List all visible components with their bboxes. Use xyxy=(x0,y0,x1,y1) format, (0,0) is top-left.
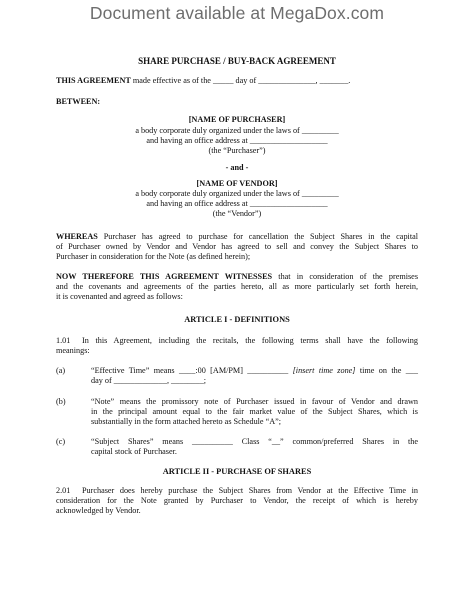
whereas-text: Purchaser has agreed to purchase for cancellation the Subject Shares in the capital xyxy=(97,232,418,241)
witnesses-text: that in consideration of the premises xyxy=(272,272,419,281)
section-1-01-line-2: meanings: xyxy=(56,346,90,355)
definition-b-label: (b) xyxy=(56,397,66,406)
section-1-01-line-1: In this Agreement, including the recitals, the following terms shall have the following xyxy=(82,336,418,345)
definition-a-text-end: time on the ___ xyxy=(355,366,418,375)
whereas-bold: WHEREAS xyxy=(56,232,98,241)
between-heading: BETWEEN: xyxy=(56,97,101,106)
vendor-line-2: and having an office address at ___________________ xyxy=(146,199,328,208)
purchaser-alias: (the “Purchaser”) xyxy=(208,146,266,155)
article-2-heading: ARTICLE II - PURCHASE OF SHARES xyxy=(162,467,312,476)
vendor-name: [NAME OF VENDOR] xyxy=(196,179,278,188)
witnesses-line-3: it is covenanted and agreed as follows: xyxy=(56,292,183,301)
definition-a-placeholder: [insert time zone] xyxy=(292,366,356,375)
whereas-line-1 xyxy=(56,232,418,242)
witnesses-line-2: and the covenants and agreements of the parties hereto, all as more particularly set forth herein, xyxy=(56,282,418,291)
section-1-01-number: 1.01 xyxy=(56,336,71,345)
whereas-line-3: Purchaser in consideration for the Note (as defined herein); xyxy=(56,252,251,261)
agreement-intro-text: made effective as of the _____ day of ______________, _______. xyxy=(130,76,351,85)
agreement-title: SHARE PURCHASE / BUY-BACK AGREEMENT xyxy=(138,56,336,66)
definition-c-label: (c) xyxy=(56,437,66,446)
purchaser-line-2: and having an office address at ___________________ xyxy=(146,136,328,145)
purchaser-name: [NAME OF PURCHASER] xyxy=(188,115,286,124)
section-2-01-line-3: acknowledged by Vendor. xyxy=(56,506,141,515)
witnesses-line-1 xyxy=(56,272,418,282)
agreement-intro-bold: THIS AGREEMENT xyxy=(56,76,131,85)
purchaser-line-1: a body corporate duly organized under the laws of _________ xyxy=(135,126,339,135)
agreement-intro xyxy=(56,76,350,86)
section-2-01-line-1: Purchaser does hereby purchase the Subject Shares from Vendor at the Effective Time in xyxy=(82,486,418,495)
and-separator: - and - xyxy=(225,163,249,172)
section-2-01-number: 2.01 xyxy=(56,486,71,495)
definition-b-line-1: “Note” means the promissory note of Purchaser issued in favour of Vendor and drawn xyxy=(91,397,418,406)
definition-a-line-2: day of _____________, ________; xyxy=(91,376,207,385)
definition-a-text: “Effective Time” means ____:00 [AM/PM] __________ xyxy=(91,366,293,375)
definition-a-line-1 xyxy=(91,366,418,376)
definition-b-line-2: in the principal amount equal to the fair market value of the Subject Shares, which is xyxy=(91,407,418,416)
witnesses-bold: NOW THEREFORE THIS AGREEMENT WITNESSES xyxy=(56,272,273,281)
vendor-line-1: a body corporate duly organized under the laws of _________ xyxy=(135,189,339,198)
article-1-heading: ARTICLE I - DEFINITIONS xyxy=(184,315,290,324)
definition-a-label: (a) xyxy=(56,366,66,375)
definition-b-line-3: substantially in the form attached hereto as Schedule “A”; xyxy=(91,417,282,426)
definition-c-line-1: “Subject Shares” means __________ Class “__” common/preferred Shares in the xyxy=(91,437,418,446)
download-banner[interactable]: Document available at MegaDox.com xyxy=(89,3,385,23)
vendor-alias: (the “Vendor”) xyxy=(212,209,262,218)
definition-c-line-2: capital stock of Purchaser. xyxy=(91,447,177,456)
section-2-01-line-2: consideration for the Note granted by Purchaser to Vendor, the receipt of which is hereby xyxy=(56,496,418,505)
whereas-line-2: of Purchaser owned by Vendor and Vendor has agreed to sell and convey the Subject Shares to xyxy=(56,242,418,251)
